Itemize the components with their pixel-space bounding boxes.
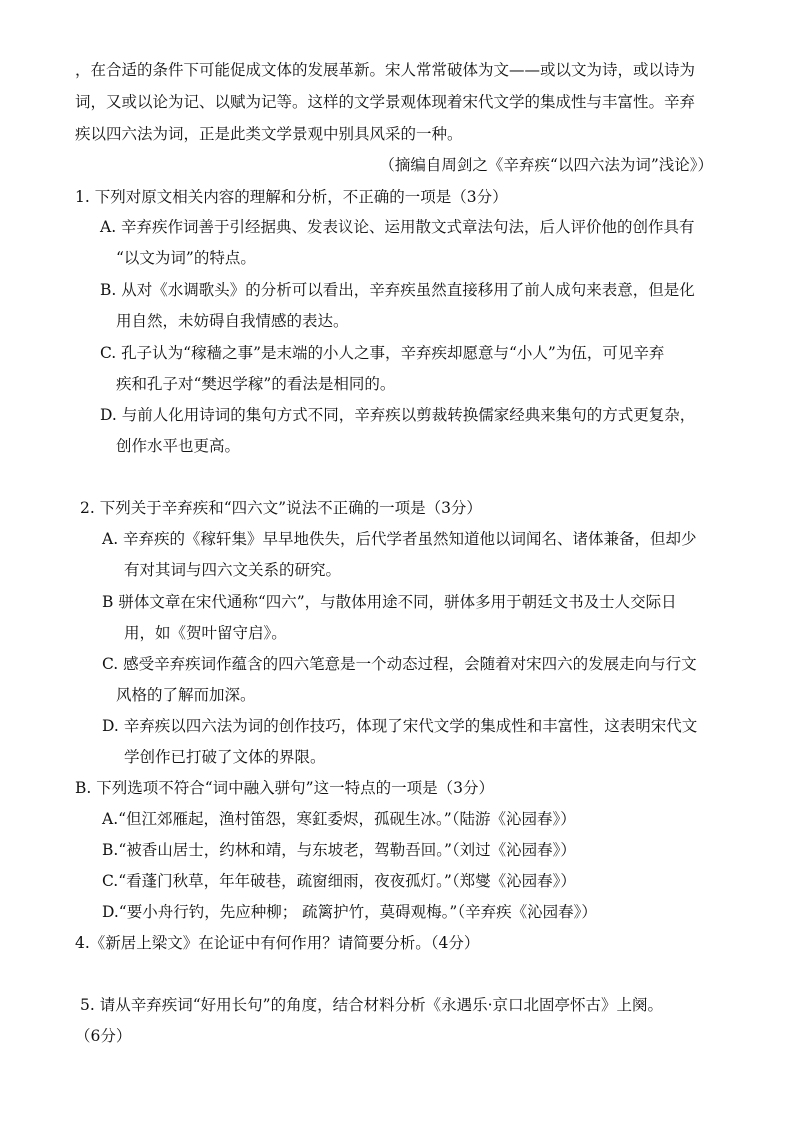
q1-option-d-cont: 创作水平也更高。 [116, 437, 241, 455]
q2-option-a-cont: 有对其词与四六文关系的研究。 [124, 561, 342, 579]
q2-option-a: A. 辛弃疾的《稼轩集》早早地佚失，后代学者虽然知道他以词闻名、诸体兼备，但却少 [102, 530, 697, 548]
q2-option-c-cont: 风格的了解而加深。 [116, 686, 256, 704]
q5-points: （6分） [75, 1027, 132, 1045]
q5-stem: 5. 请从辛弃疾词“好用长句”的角度，结合材料分析《永遇乐·京口北固亭怀古》上阕。 [80, 996, 663, 1014]
q2-option-c: C. 感受辛弃疾词作蕴含的四六笔意是一个动态过程，会随着对宋四六的发展走向与行文 [102, 655, 697, 673]
q2-option-d: D. 辛弃疾以四六法为词的创作技巧，体现了宋代文学的集成性和丰富性，这表明宋代文 [102, 717, 698, 735]
q3-option-b: B.“被香山居士，约林和靖，与东坡老，驾勒吾回。”（刘过《沁园春》） [102, 841, 576, 859]
q3-stem: B. 下列选项不符合“词中融入骈句”这一特点的一项是（3分） [75, 779, 494, 797]
q1-stem: 1. 下列对原文相关内容的理解和分析，不正确的一项是（3分） [75, 188, 508, 206]
q1-option-b-cont: 用自然，未妨碍自我情感的表达。 [116, 312, 349, 330]
q2-stem: 2. 下列关于辛弃疾和“四六文”说法不正确的一项是（3分） [80, 499, 482, 517]
passage-line-3: 疾以四六法为词，正是此类文学景观中别具风采的一种。 [75, 125, 463, 143]
q1-option-c-cont: 疾和孔子对“樊迟学稼”的看法是相同的。 [116, 375, 396, 393]
q3-option-c: C.“看蓬门秋草，年年破巷，疏窗细雨，夜夜孤灯。”（郑燮《沁园春》） [102, 872, 576, 890]
q4-stem: 4.《新居上梁文》在论证中有何作用？请简要分析。（4分） [75, 934, 480, 952]
q1-option-a: A. 辛弃疾作词善于引经据典、发表议论、运用散文式章法句法，后人评价他的创作具有 [100, 218, 695, 236]
passage-line-1: ，在合适的条件下可能促成文体的发展革新。宋人常常破体为文——或以文为诗，或以诗为 [75, 61, 696, 79]
q2-option-d-cont: 学创作已打破了文体的界限。 [124, 748, 326, 766]
q2-option-b-cont: 用，如《贺叶留守启》。 [124, 624, 287, 642]
q1-option-c: C. 孔子认为“稼穑之事”是末端的小人之事，辛弃疾却愿意与“小人”为伍，可见辛弃 [100, 344, 665, 362]
q3-option-d: D.“要小舟行钓，先应种柳； 疏篱护竹，莫碍观梅。”（辛弃疾《沁园春》） [102, 903, 597, 921]
q1-option-a-cont: “以文为词”的特点。 [116, 249, 256, 267]
q3-option-a: A.“但江郊雁起，渔村笛怨，寒釭委烬，孤砚生冰。”（陆游《沁园春》） [102, 810, 576, 828]
passage-source: （摘编自周剑之《辛弃疾“以四六法为词”浅论》） [379, 156, 713, 174]
passage-line-2: 词，又或以论为记、以赋为记等。这样的文学景观体现着宋代文学的集成性与丰富性。辛弃 [75, 93, 696, 111]
q2-option-b: B 骈体文章在宋代通称“四六”，与散体用途不同，骈体多用于朝廷文书及士人交际日 [102, 593, 677, 611]
q1-option-b: B. 从对《水调歌头》的分析可以看出，辛弃疾虽然直接移用了前人成句来表意，但是化 [100, 281, 695, 299]
q1-option-d: D. 与前人化用诗词的集句方式不同，辛弃疾以剪裁转换儒家经典来集句的方式更复杂， [100, 406, 696, 424]
